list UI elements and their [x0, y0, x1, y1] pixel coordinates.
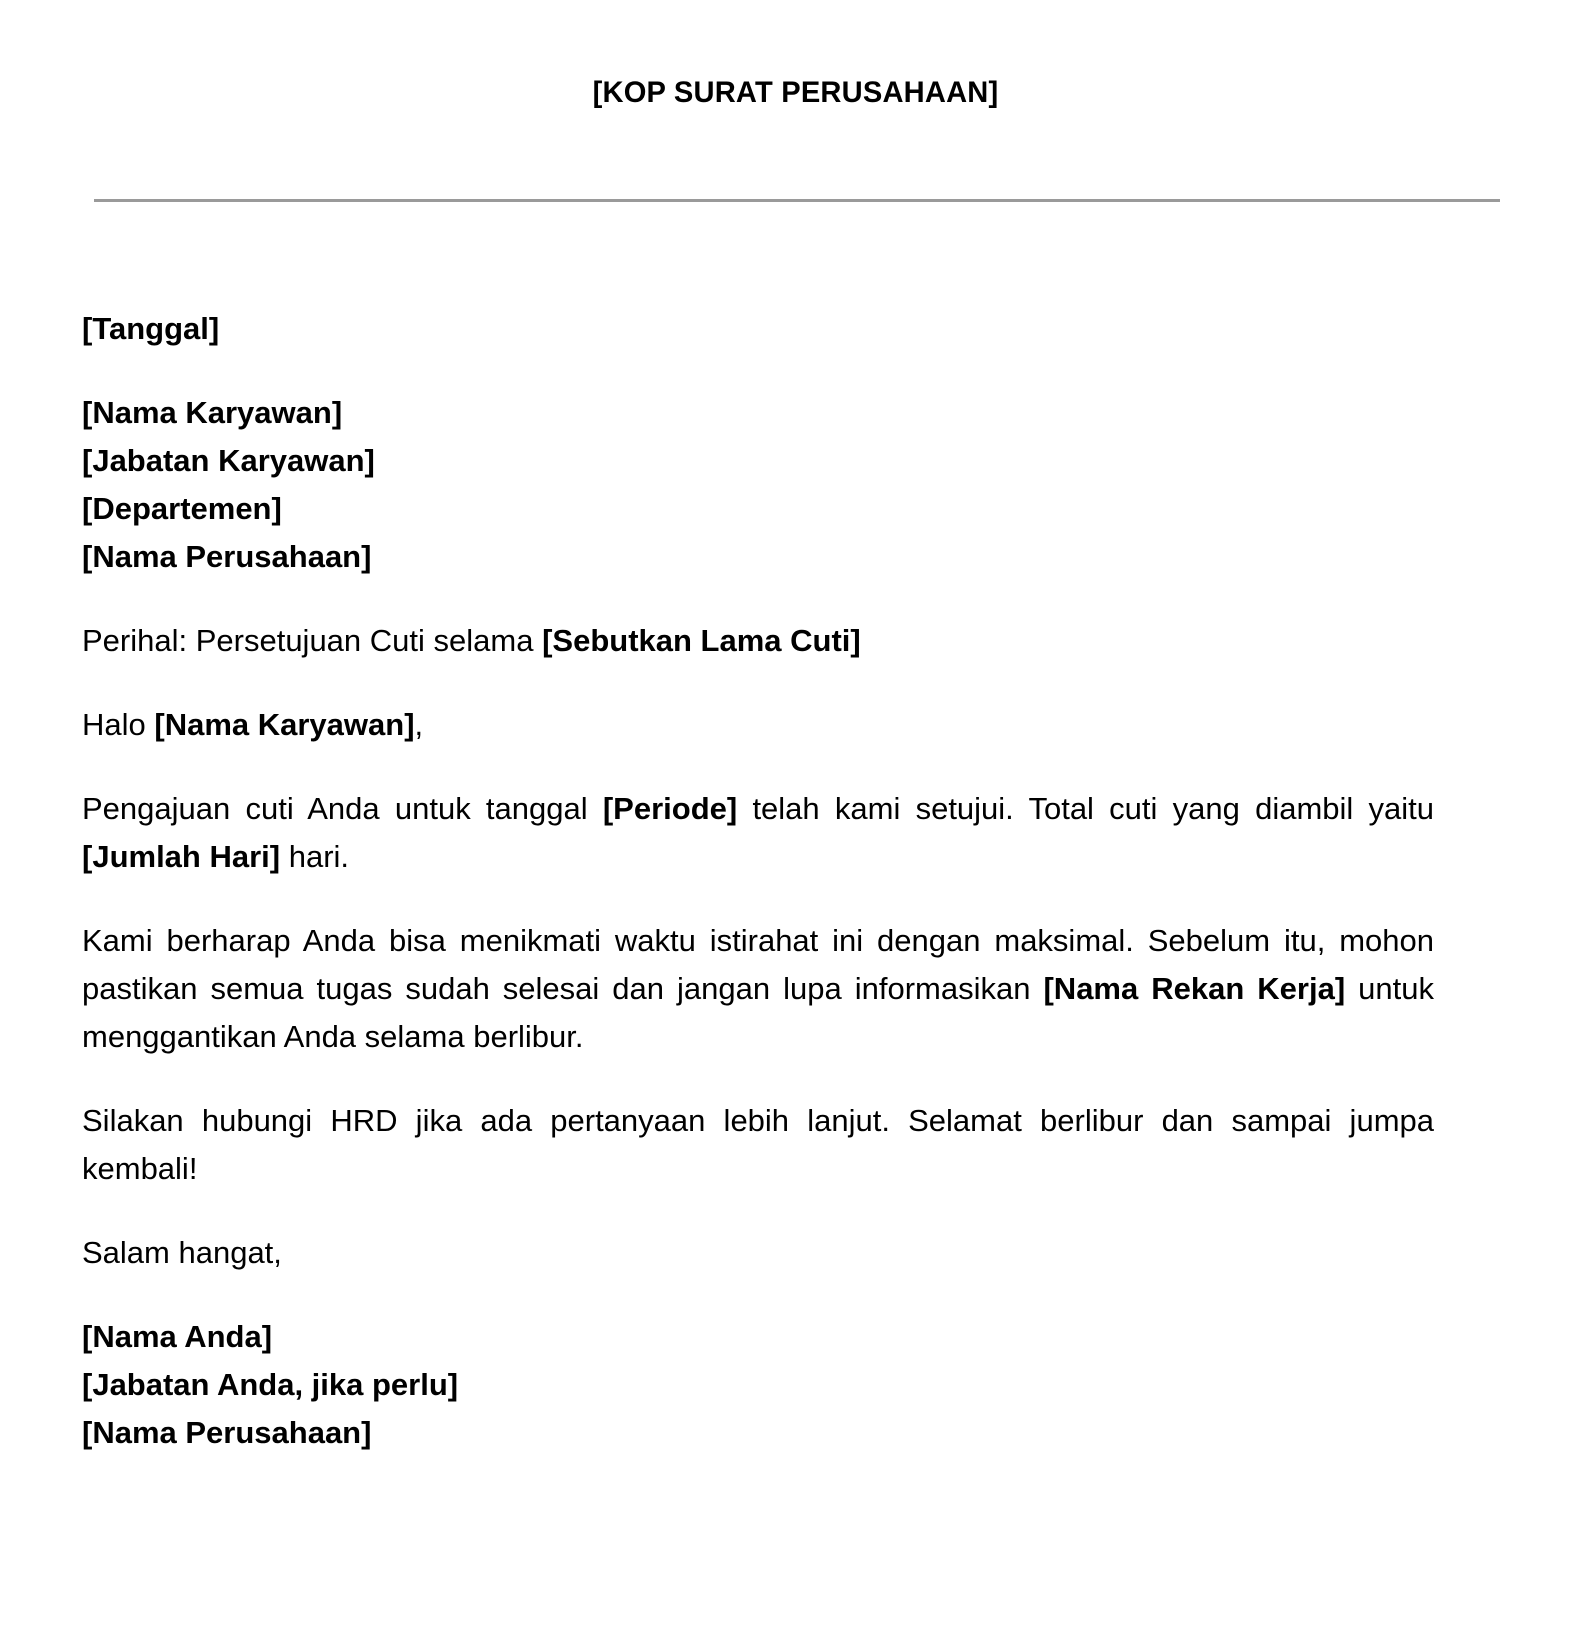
salutation-greeting: Halo: [82, 707, 155, 742]
signature-sender-position: [Jabatan Anda, jika perlu]: [82, 1367, 459, 1402]
paragraph-handover: [82, 917, 1434, 1061]
signature-company-name: [Nama Perusahaan]: [82, 1415, 372, 1450]
handover-colleague-placeholder: [Nama Rekan Kerja]: [1043, 971, 1346, 1006]
header-divider: [94, 199, 1500, 202]
salutation-suffix: ,: [414, 707, 424, 742]
subject-duration-placeholder: [Sebutkan Lama Cuti]: [542, 623, 861, 658]
subject-prefix: Perihal: Persetujuan Cuti selama: [82, 623, 543, 658]
addressee-employee-position: [Jabatan Karyawan]: [82, 443, 375, 478]
subject-line: [82, 617, 1434, 665]
approval-days-placeholder: [Jumlah Hari]: [82, 839, 281, 874]
signature-block: [82, 1313, 1434, 1457]
approval-part-3: hari.: [280, 839, 350, 874]
date-block: [82, 305, 1434, 353]
signature-sender-name: [Nama Anda]: [82, 1319, 273, 1354]
letterhead-title: [KOP SURAT PERUSAHAAN]: [592, 76, 999, 109]
approval-period-placeholder: [Periode]: [602, 791, 738, 826]
handover-part-1: Kami berharap Anda bisa menikmati waktu istirahat ini dengan maksimal. Sebelum itu, mohon pastikan semua tugas sudah selesai dan jangan lupa informasikan: [82, 923, 1434, 1006]
contact-text: Silakan hubungi HRD jika ada pertanyaan lebih lanjut. Selamat berlibur dan sampai jumpa kembali!: [82, 1103, 1434, 1186]
valediction-text: Salam hangat,: [82, 1235, 282, 1270]
paragraph-contact: [82, 1097, 1434, 1193]
approval-part-2: telah kami setujui. Total cuti yang diambil yaitu: [737, 791, 1435, 826]
addressee-block: [82, 389, 1434, 581]
paragraph-approval: [82, 785, 1434, 881]
date-placeholder: [Tanggal]: [82, 311, 220, 346]
addressee-department: [Departemen]: [82, 491, 282, 526]
addressee-company-name: [Nama Perusahaan]: [82, 539, 372, 574]
approval-part-1: Pengajuan cuti Anda untuk tanggal: [82, 791, 603, 826]
letter-body: [82, 305, 1434, 1493]
salutation-line: [82, 701, 1434, 749]
salutation-name-placeholder: [Nama Karyawan]: [154, 707, 415, 742]
addressee-employee-name: [Nama Karyawan]: [82, 395, 343, 430]
closing-valediction: [82, 1229, 1434, 1277]
handover-part-2: untuk menggantikan Anda selama berlibur.: [82, 971, 1434, 1054]
